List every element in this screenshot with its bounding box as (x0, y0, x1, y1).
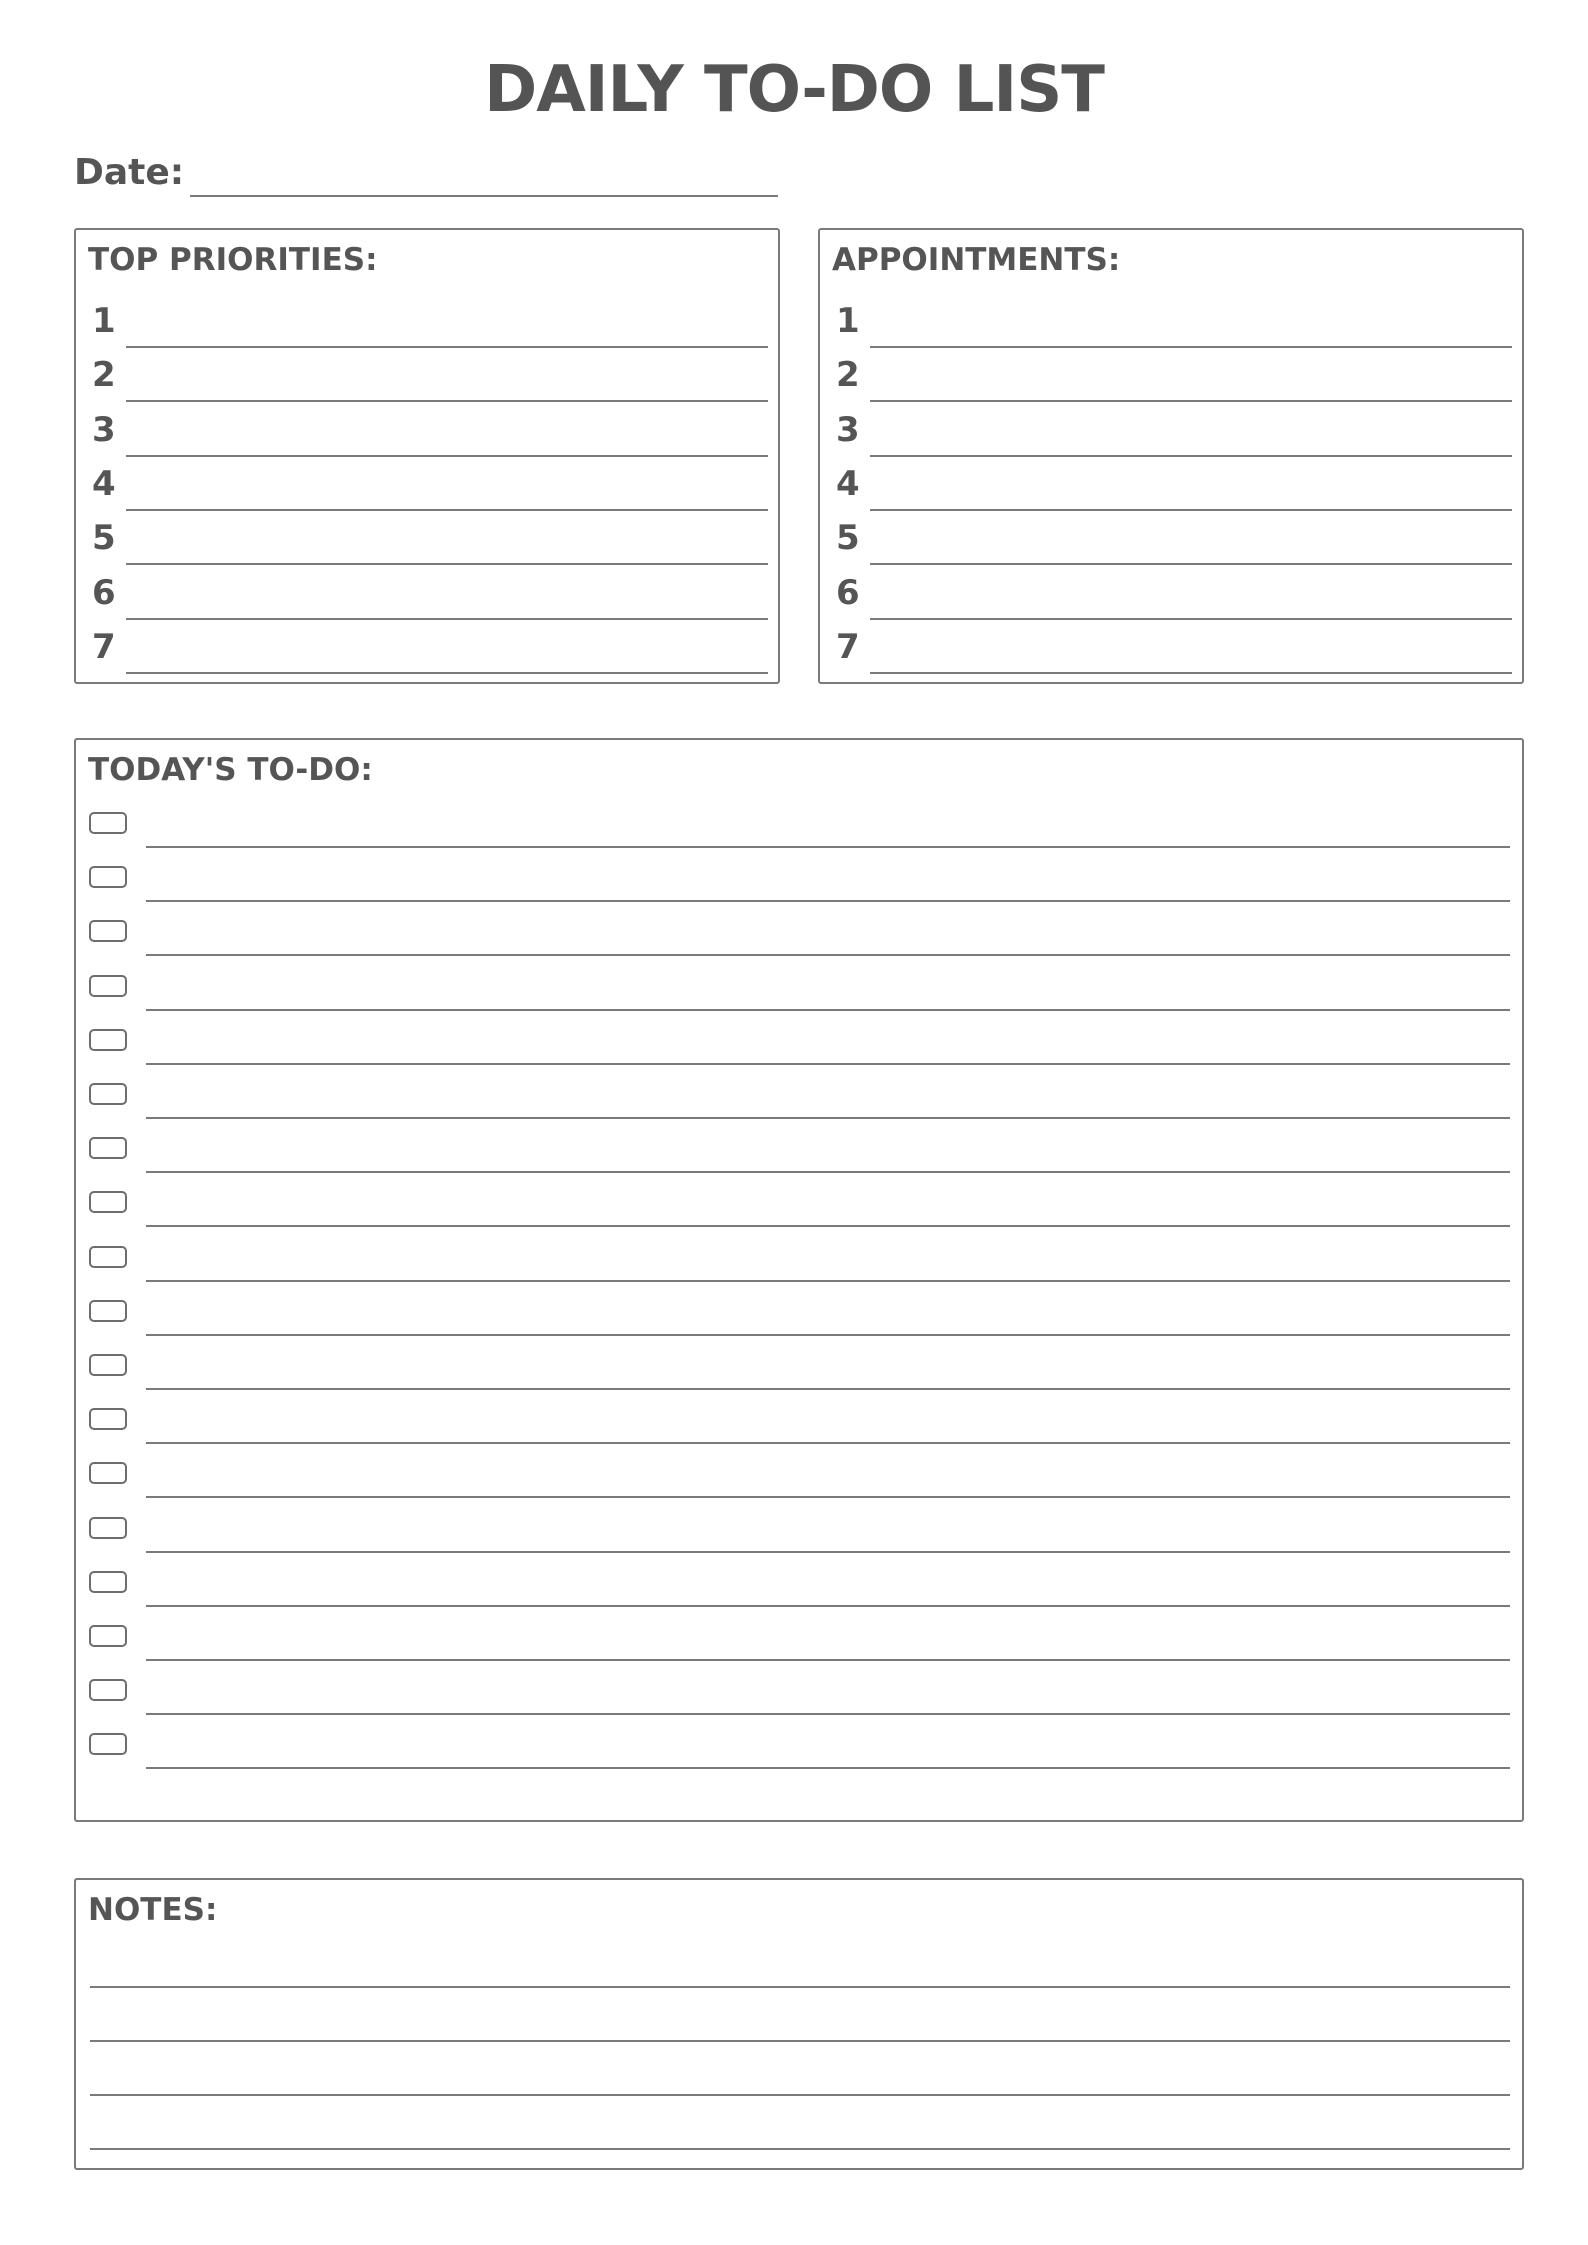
todo-row (76, 1499, 1522, 1553)
priority-number: 5 (92, 518, 116, 559)
todo-row (76, 1444, 1522, 1498)
date-label: Date: (74, 152, 185, 193)
todo-checkbox[interactable] (89, 1300, 127, 1322)
priority-number: 7 (92, 626, 116, 667)
todo-row (76, 1119, 1522, 1173)
todo-checkbox[interactable] (89, 1246, 127, 1268)
appointments-title: APPOINTMENTS: (832, 242, 1121, 278)
todo-row (76, 1065, 1522, 1119)
priority-row (76, 566, 778, 620)
priority-row (76, 620, 778, 674)
todo-checkbox[interactable] (89, 1733, 127, 1755)
priority-number: 1 (92, 301, 116, 341)
todo-checkbox[interactable] (89, 1625, 127, 1647)
todo-checkbox[interactable] (89, 1517, 127, 1539)
appointment-number: 7 (836, 626, 860, 667)
date-field[interactable] (190, 195, 778, 197)
todo-row (76, 1661, 1522, 1715)
todays-todo-title: TODAY'S TO-DO: (88, 752, 373, 788)
todo-row (76, 1336, 1522, 1390)
priority-number: 6 (92, 572, 116, 613)
todo-row (76, 1553, 1522, 1607)
appointments-box (818, 228, 1524, 684)
appointment-number: 4 (836, 463, 860, 504)
notes-line[interactable] (90, 2040, 1510, 2042)
todo-checkbox[interactable] (89, 1029, 127, 1051)
todo-checkbox[interactable] (89, 975, 127, 997)
notes-box (74, 1878, 1524, 2170)
todays-todo-box (74, 738, 1524, 1822)
page-title: DAILY TO-DO LIST (484, 53, 1104, 127)
priority-row (76, 457, 778, 511)
priority-number: 2 (92, 355, 116, 396)
appointment-row (820, 294, 1522, 348)
appointment-number: 1 (836, 301, 860, 341)
appointment-row (820, 620, 1522, 674)
todo-checkbox[interactable] (89, 1462, 127, 1484)
todo-row (76, 794, 1522, 848)
appointment-line[interactable] (870, 672, 1512, 674)
notes-title: NOTES: (88, 1892, 218, 1928)
priority-row (76, 348, 778, 402)
priority-number: 3 (92, 409, 116, 450)
priority-line[interactable] (126, 672, 768, 674)
todo-row (76, 1173, 1522, 1227)
todo-row (76, 1011, 1522, 1065)
todo-row (76, 957, 1522, 1011)
priority-row (76, 294, 778, 348)
appointment-number: 3 (836, 409, 860, 450)
todo-row (76, 1390, 1522, 1444)
todo-checkbox[interactable] (89, 1083, 127, 1105)
todo-checkbox[interactable] (89, 1137, 127, 1159)
top-priorities-title: TOP PRIORITIES: (88, 242, 378, 278)
top-priorities-box (74, 228, 780, 684)
todo-row (76, 1282, 1522, 1336)
todo-checkbox[interactable] (89, 1354, 127, 1376)
todo-line[interactable] (146, 1767, 1510, 1769)
todo-row (76, 1607, 1522, 1661)
todo-row (76, 1228, 1522, 1282)
todo-checkbox[interactable] (89, 1679, 127, 1701)
priority-row (76, 403, 778, 457)
todo-checkbox[interactable] (89, 1571, 127, 1593)
priority-number: 4 (92, 463, 116, 504)
todo-checkbox[interactable] (89, 812, 127, 834)
priority-row (76, 511, 778, 565)
notes-line[interactable] (90, 2094, 1510, 2096)
appointment-number: 6 (836, 572, 860, 613)
todo-checkbox[interactable] (89, 920, 127, 942)
appointment-row (820, 566, 1522, 620)
todo-checkbox[interactable] (89, 1408, 127, 1430)
todo-checkbox[interactable] (89, 866, 127, 888)
todo-row (76, 902, 1522, 956)
todo-row (76, 848, 1522, 902)
appointment-row (820, 457, 1522, 511)
appointment-number: 2 (836, 355, 860, 396)
appointment-row (820, 348, 1522, 402)
notes-line[interactable] (90, 1986, 1510, 1988)
appointment-row (820, 511, 1522, 565)
notes-line[interactable] (90, 2148, 1510, 2150)
appointment-number: 5 (836, 518, 860, 559)
appointment-row (820, 403, 1522, 457)
todo-checkbox[interactable] (89, 1191, 127, 1213)
todo-row (76, 1715, 1522, 1769)
